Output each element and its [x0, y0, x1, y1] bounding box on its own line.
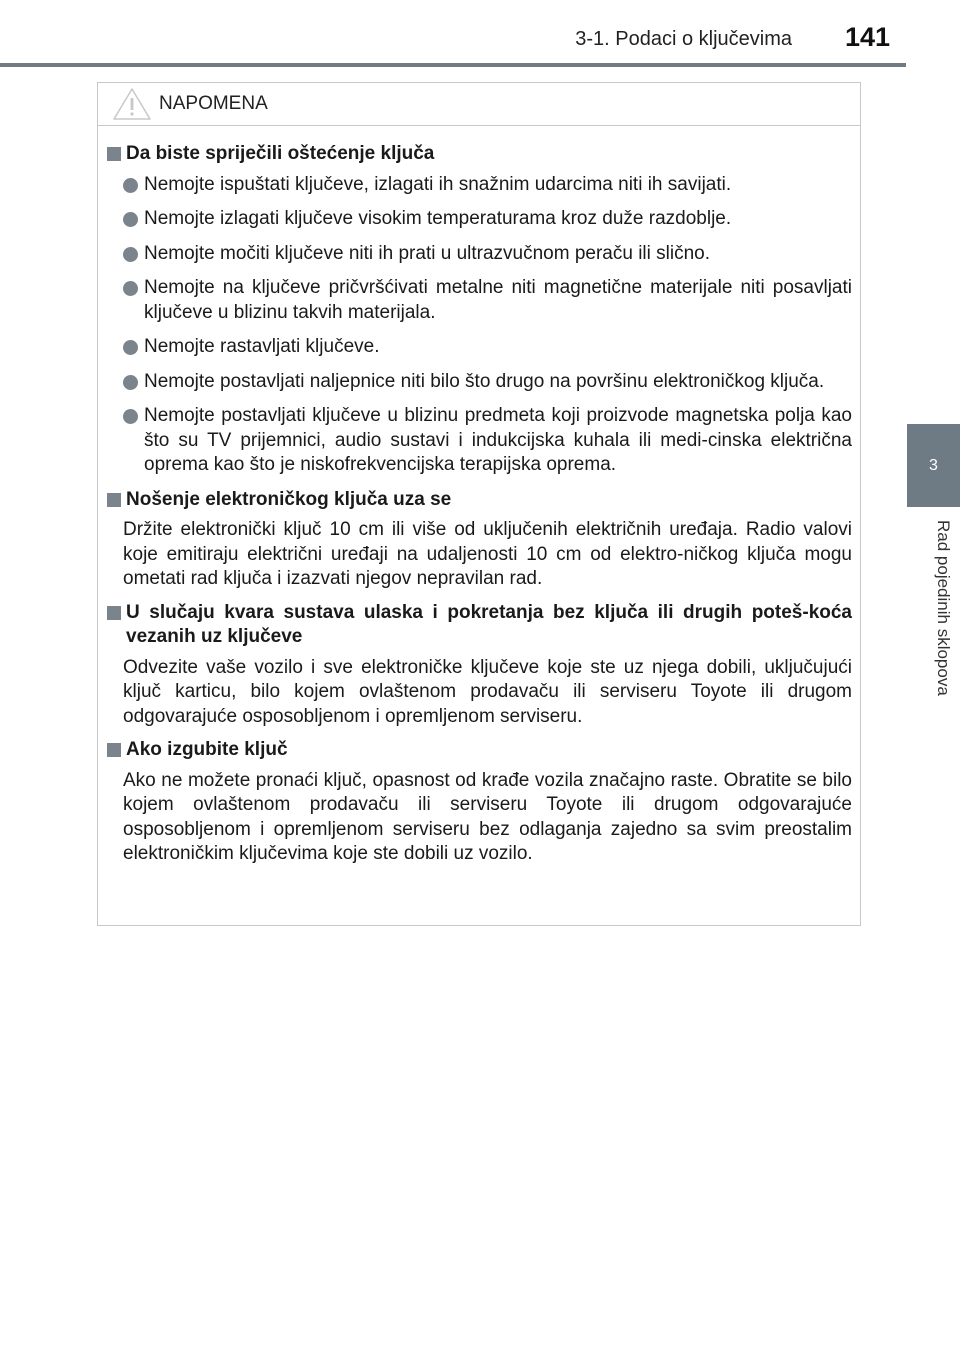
chapter-number: 3: [929, 456, 938, 474]
circle-bullet-icon: [123, 409, 138, 424]
note-box: [97, 82, 861, 926]
circle-bullet-icon: [123, 375, 138, 390]
section-title: 3-1. Podaci o ključevima: [575, 28, 792, 50]
section-paragraph: Ako ne možete pronaći ključ, opasnost od krađe vozila značajno raste. Obratite se bilo kojem ovlaštenom prodavaču ili serviseru Toyote ili drugom odgovarajuće osposobljenom i opremljenom serviseru bez odlaganja zajedno sa svim preostalim elektroničkim ključevima koje ste dobili uz vozilo.: [123, 769, 852, 864]
list-item: Nemojte postavljati naljepnice niti bilo što drugo na površinu elektroničkog ključa.: [106, 370, 852, 395]
list-item: Nemojte na ključeve pričvršćivati metalne niti magnetične materijale niti posavljati ključeve u blizinu takvih materijala.: [106, 276, 852, 325]
list-item: Nemojte ispuštati ključeve, izlagati ih snažnim udarcima niti ih savijati.: [106, 173, 852, 198]
section-paragraph: Držite elektronički ključ 10 cm ili više od uključenih električnih uređaja. Radio valovi koje emitiraju električni uređaji na udaljenosti 10 cm od elektro-ničkog ključa mogu ometati rad ključa i izazvati njegov nepravilan rad.: [123, 519, 852, 589]
page-number: 141: [844, 22, 890, 52]
section-heading: Nošenje elektroničkog ključa uza se: [106, 488, 852, 513]
note-header: [98, 83, 860, 126]
square-bullet-icon: [107, 743, 121, 757]
square-bullet-icon: [107, 147, 121, 161]
list-item: Nemojte močiti ključeve niti ih prati u ultrazvučnom peraču ili slično.: [106, 242, 852, 267]
note-body: [98, 126, 860, 867]
section-heading: U slučaju kvara sustava ulaska i pokretanja bez ključa ili drugih poteš-koća vezanih uz ključeve: [106, 601, 852, 650]
list-item: Nemojte rastavljati ključeve.: [106, 335, 852, 360]
square-bullet-icon: [107, 606, 121, 620]
circle-bullet-icon: [123, 340, 138, 355]
square-bullet-icon: [107, 493, 121, 507]
list-item: Nemojte izlagati ključeve visokim temperaturama kroz duže razdoblje.: [106, 207, 852, 232]
chapter-tab[interactable]: [907, 424, 960, 507]
note-label: NAPOMENA: [159, 93, 268, 114]
list-item: Nemojte postavljati ključeve u blizinu predmeta koji proizvode magnetska polja kao što su TV prijemnici, audio sustavi i indukcijska kuhala ili medi-cinska električna oprema kao što je niskofrekvencijska terapijska oprema.: [106, 404, 852, 478]
circle-bullet-icon: [123, 212, 138, 227]
chapter-label: Rad pojedinih sklopova: [934, 520, 953, 696]
circle-bullet-icon: [123, 178, 138, 193]
warning-triangle-icon: [112, 87, 152, 126]
circle-bullet-icon: [123, 281, 138, 296]
section-heading: Da biste spriječili oštećenje ključa: [106, 142, 852, 167]
circle-bullet-icon: [123, 247, 138, 262]
section-heading: Ako izgubite ključ: [106, 738, 852, 763]
section-paragraph: Odvezite vaše vozilo i sve elektroničke ključeve koje ste uz njega dobili, uključujući ključ karticu, bilo kojem ovlaštenom prodavaču ili serviseru Toyote ili drugom odgovarajuće osposobljenom i opremljenom serviseru.: [123, 656, 852, 727]
header-divider: [0, 63, 906, 67]
